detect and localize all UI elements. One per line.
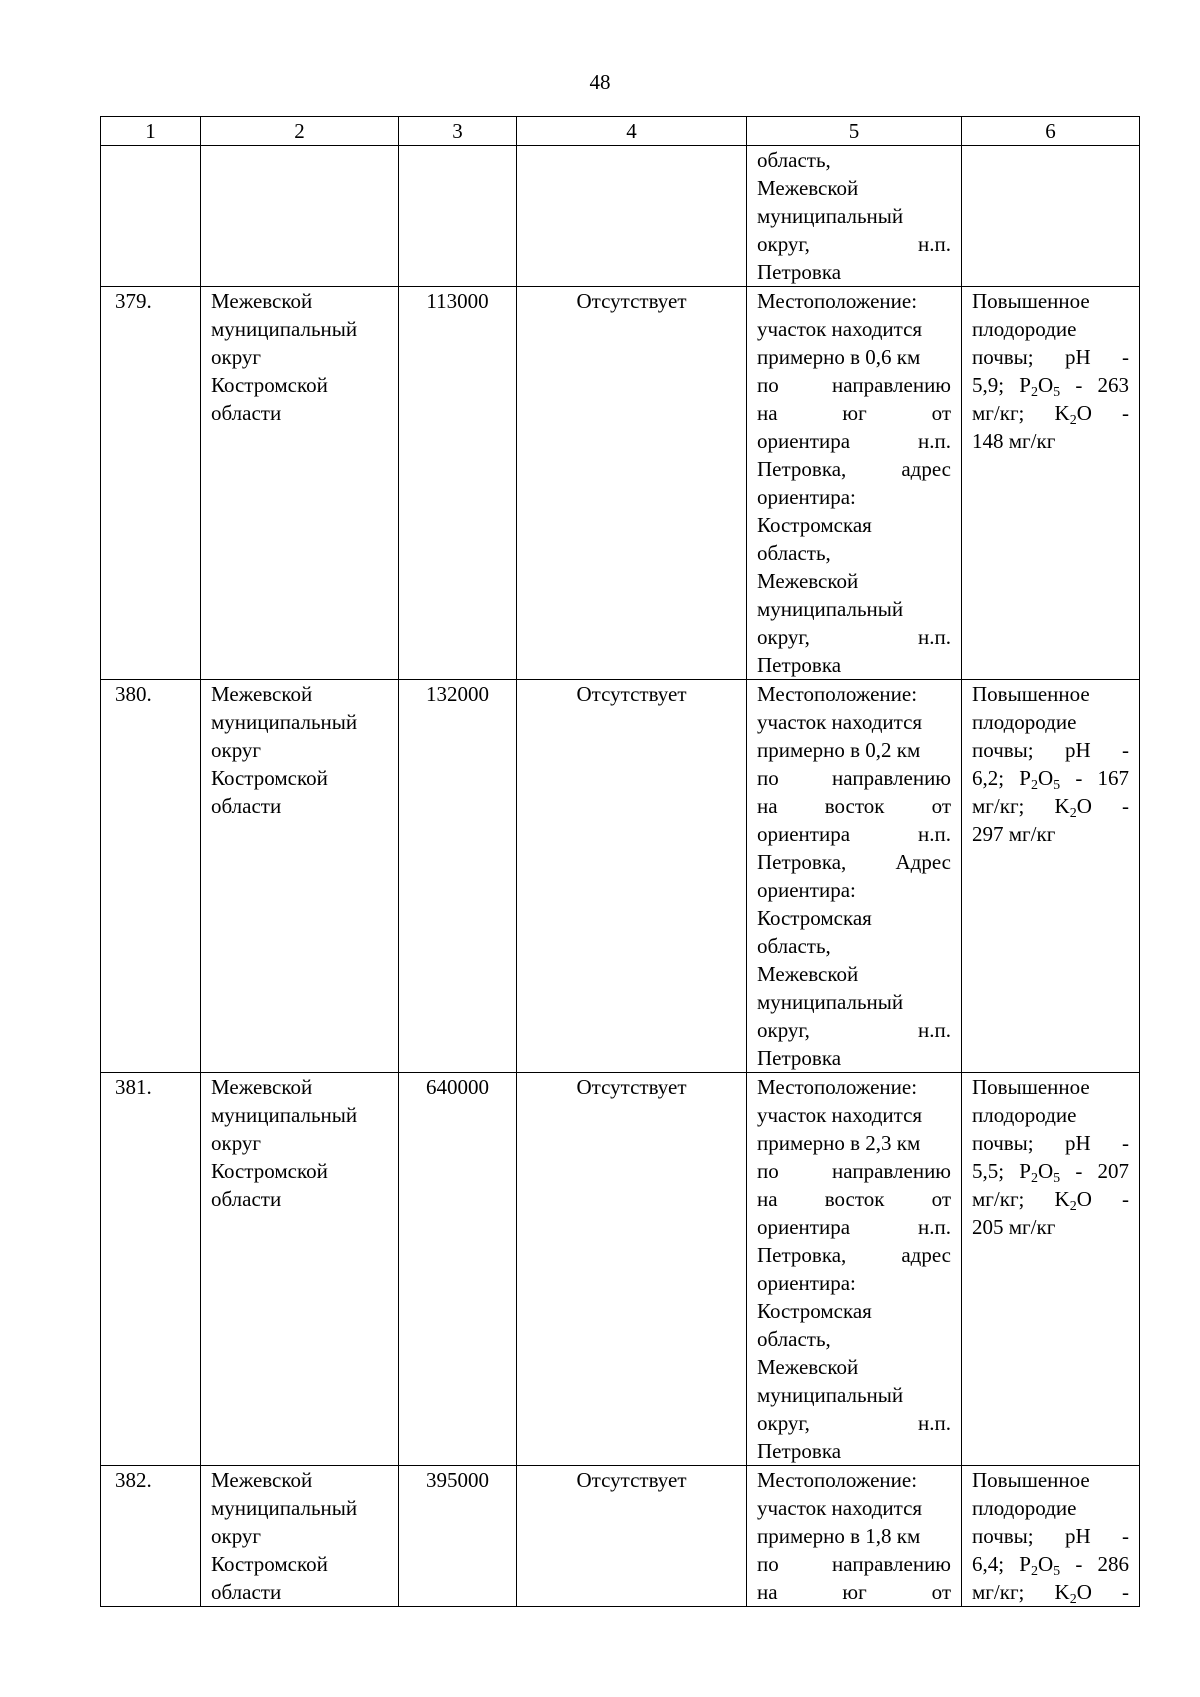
text-line: области <box>211 794 282 818</box>
row-number: 380. <box>101 680 201 1073</box>
text-line: муниципальный <box>757 1383 904 1407</box>
text-line: округ <box>211 1131 262 1155</box>
text-line: Петровка <box>757 1439 842 1463</box>
text-line: Петровка, адрес <box>757 457 951 481</box>
text-line: округ <box>211 345 262 369</box>
ph-value: 5,9; <box>972 373 1005 397</box>
soil-line: мг/кг; $K_2O$ - <box>972 794 1129 821</box>
text-line: муниципальный <box>757 990 904 1014</box>
text-line: по направлению <box>757 1159 951 1183</box>
text-line: ориентира: <box>757 1271 856 1295</box>
column-header: 6 <box>962 117 1140 146</box>
soil-line: мг/кг; $K_2O$ - <box>972 1187 1129 1214</box>
soil-line: плодородие <box>972 317 1077 341</box>
text-line: примерно в 0,6 км <box>757 345 921 369</box>
k2o-value: 148 мг/кг <box>972 429 1056 453</box>
soil-line: почвы; pH - <box>972 345 1129 369</box>
text-line: Костромская <box>757 1299 872 1323</box>
area-cell: 132000 <box>399 680 517 1073</box>
text-line: на восток от <box>757 1187 951 1211</box>
text-line: муниципальный <box>757 597 904 621</box>
soil-line: Повышенное <box>972 1075 1090 1099</box>
area-cell: 395000 <box>399 1466 517 1607</box>
text-line: по направлению <box>757 766 951 790</box>
text-line: область, <box>757 541 831 565</box>
text-line: области <box>211 1580 282 1604</box>
text-line: на восток от <box>757 794 951 818</box>
text-line: Костромской <box>211 373 328 397</box>
table-cell <box>201 146 399 287</box>
column-header: 4 <box>517 117 747 146</box>
text-line: участок находится <box>757 317 923 341</box>
p2o5-value: 207 <box>1097 1159 1129 1183</box>
soil-line: мг/кг; $K_2O$ - <box>972 1580 1129 1607</box>
text-line: Костромской <box>211 1552 328 1576</box>
text-line: округ, н.п. <box>757 232 951 256</box>
district-cell <box>201 1073 399 1466</box>
text-line: на юг от <box>757 1580 951 1604</box>
column-header: 2 <box>201 117 399 146</box>
text-line: Межевской <box>757 1355 859 1379</box>
row-number: 379. <box>101 287 201 680</box>
encumbrance-cell: Отсутствует <box>517 680 747 1073</box>
location-cell <box>747 680 962 1073</box>
text-line: ориентира: <box>757 878 856 902</box>
text-line: Петровка <box>757 260 842 284</box>
text-line: по направлению <box>757 373 951 397</box>
soil-line: почвы; pH - <box>972 738 1129 762</box>
ph-value: 6,4; <box>972 1552 1005 1576</box>
soil-line: 5,9; $P_2O_5 - 263$ <box>972 373 1129 400</box>
soil-cell <box>962 680 1140 1073</box>
table-cell <box>747 146 962 287</box>
soil-cell <box>962 1466 1140 1607</box>
text-line: округ, н.п. <box>757 1411 951 1435</box>
text-line: ориентира н.п. <box>757 822 951 846</box>
table-cell <box>101 146 201 287</box>
text-line: Костромской <box>211 766 328 790</box>
text-line: Петровка, адрес <box>757 1243 951 1267</box>
text-line: область, <box>757 1327 831 1351</box>
text-line: муниципальный <box>211 1496 358 1520</box>
soil-line: плодородие <box>972 1496 1077 1520</box>
text-line: Местоположение: <box>757 682 918 706</box>
p2o5-value: 286 <box>1097 1552 1129 1576</box>
column-header: 3 <box>399 117 517 146</box>
text-line: муниципальный <box>211 1103 358 1127</box>
k2o-value: 205 мг/кг <box>972 1215 1056 1239</box>
k2o-value: 297 мг/кг <box>972 822 1056 846</box>
table-cell <box>962 146 1140 287</box>
soil-line: почвы; pH - <box>972 1131 1129 1155</box>
area-cell: 640000 <box>399 1073 517 1466</box>
encumbrance-cell: Отсутствует <box>517 287 747 680</box>
location-cell <box>747 1466 962 1607</box>
ph-value: 5,5; <box>972 1159 1005 1183</box>
soil-line: 5,5; $P_2O_5 - 207$ <box>972 1159 1129 1186</box>
text-line: муниципальный <box>757 204 904 228</box>
soil-line: Повышенное <box>972 289 1090 313</box>
text-line: округ <box>211 1524 262 1548</box>
p2o5-value: 167 <box>1097 766 1129 790</box>
text-line: Петровка <box>757 653 842 677</box>
text-line: Межевской <box>757 176 859 200</box>
area-cell: 113000 <box>399 287 517 680</box>
text-line: примерно в 0,2 км <box>757 738 921 762</box>
text-line: Костромской <box>211 1159 328 1183</box>
text-line: ориентира н.п. <box>757 1215 951 1239</box>
text-line: примерно в 1,8 км <box>757 1524 921 1548</box>
column-header: 1 <box>101 117 201 146</box>
row-number: 381. <box>101 1073 201 1466</box>
soil-line: почвы; pH - <box>972 1524 1129 1548</box>
table-row <box>101 1466 1140 1607</box>
text-line: Межевской <box>211 682 313 706</box>
text-line: Петровка <box>757 1046 842 1070</box>
text-line: участок находится <box>757 1103 923 1127</box>
district-cell <box>201 680 399 1073</box>
p2o5-value: 263 <box>1097 373 1129 397</box>
text-line: ориентира н.п. <box>757 429 951 453</box>
text-line: Межевской <box>757 569 859 593</box>
encumbrance-cell: Отсутствует <box>517 1073 747 1466</box>
land-plots-table <box>100 116 1140 1607</box>
text-line: Костромская <box>757 906 872 930</box>
district-cell <box>201 287 399 680</box>
soil-cell <box>962 1073 1140 1466</box>
text-line: участок находится <box>757 710 923 734</box>
text-line: область, <box>757 148 831 172</box>
text-line: Местоположение: <box>757 1075 918 1099</box>
text-line: Межевской <box>757 962 859 986</box>
text-line: округ <box>211 738 262 762</box>
continuation-row <box>101 146 1140 287</box>
text-line: области <box>211 1187 282 1211</box>
text-line: Межевской <box>211 289 313 313</box>
text-line: Межевской <box>211 1468 313 1492</box>
column-number-header <box>101 117 1140 146</box>
text-line: Костромская <box>757 513 872 537</box>
column-header: 5 <box>747 117 962 146</box>
row-number: 382. <box>101 1466 201 1607</box>
table-row <box>101 680 1140 1073</box>
soil-line: мг/кг; $K_2O$ - <box>972 401 1129 428</box>
text-line: Петровка, Адрес <box>757 850 951 874</box>
text-line: области <box>211 401 282 425</box>
encumbrance-cell: Отсутствует <box>517 1466 747 1607</box>
table-cell <box>517 146 747 287</box>
text-line: Местоположение: <box>757 1468 918 1492</box>
text-line: округ, н.п. <box>757 1018 951 1042</box>
soil-line: Повышенное <box>972 682 1090 706</box>
ph-value: 6,2; <box>972 766 1005 790</box>
page-number: 48 <box>589 70 611 94</box>
location-cell <box>747 1073 962 1466</box>
text-line: Межевской <box>211 1075 313 1099</box>
text-line: ориентира: <box>757 485 856 509</box>
text-line: область, <box>757 934 831 958</box>
text-line: примерно в 2,3 км <box>757 1131 921 1155</box>
text-line: округ, н.п. <box>757 625 951 649</box>
table-cell <box>399 146 517 287</box>
table-row <box>101 287 1140 680</box>
soil-line: 6,2; $P_2O_5 - 167$ <box>972 766 1129 793</box>
text-line: Местоположение: <box>757 289 918 313</box>
text-line: участок находится <box>757 1496 923 1520</box>
soil-line: плодородие <box>972 710 1077 734</box>
soil-line: 6,4; $P_2O_5 - 286$ <box>972 1552 1129 1579</box>
soil-cell <box>962 287 1140 680</box>
location-cell <box>747 287 962 680</box>
text-line: на юг от <box>757 401 951 425</box>
soil-line: Повышенное <box>972 1468 1090 1492</box>
text-line: муниципальный <box>211 710 358 734</box>
soil-line: плодородие <box>972 1103 1077 1127</box>
text-line: муниципальный <box>211 317 358 341</box>
table-row <box>101 1073 1140 1466</box>
text-line: по направлению <box>757 1552 951 1576</box>
district-cell <box>201 1466 399 1607</box>
